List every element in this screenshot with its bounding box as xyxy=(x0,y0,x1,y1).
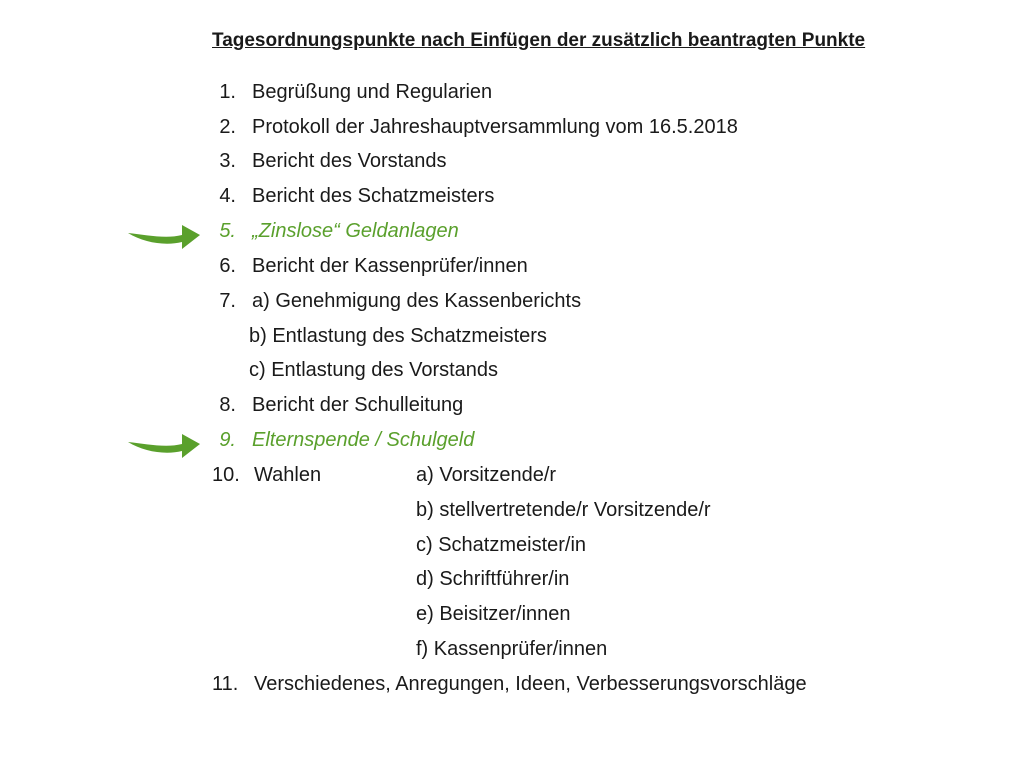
item-text: Bericht der Schulleitung xyxy=(252,394,464,416)
item-number: 9. xyxy=(219,429,236,451)
item-text: Elternspende / Schulgeld xyxy=(252,429,475,451)
item-text: c) Schatzmeister/in xyxy=(416,534,587,556)
page-title: Tagesordnungspunkte nach Einfügen der zusätzlich beantragten Punkte xyxy=(212,30,866,51)
item-label: Wahlen xyxy=(254,464,322,486)
item-text: Begrüßung und Regularien xyxy=(252,81,493,103)
item-text: „Zinslose“ Geldanlagen xyxy=(252,220,459,242)
item-text: f) Kassenprüfer/innen xyxy=(416,638,608,660)
item-number: 5. xyxy=(219,220,236,242)
item-text: Protokoll der Jahreshauptversammlung vom 16.5.2018 xyxy=(252,116,738,138)
arrow-right-icon xyxy=(126,213,202,253)
item-number: 8. xyxy=(219,394,236,416)
item-number: 6. xyxy=(219,255,236,277)
item-number: 10. xyxy=(212,464,240,486)
item-text: e) Beisitzer/innen xyxy=(416,603,571,625)
item-text: Bericht der Kassenprüfer/innen xyxy=(252,255,528,277)
item-text: c) Entlastung des Vorstands xyxy=(249,359,499,381)
item-text: b) stellvertretende/r Vorsitzende/r xyxy=(416,499,711,521)
item-number: 11. xyxy=(212,673,239,695)
arrow-right-icon xyxy=(126,422,202,462)
item-number: 4. xyxy=(219,185,236,207)
item-text: Bericht des Vorstands xyxy=(252,150,447,172)
item-number: 7. xyxy=(219,290,236,312)
item-text: Verschiedenes, Anregungen, Ideen, Verbesserungsvorschläge xyxy=(254,673,807,695)
item-text: a) Genehmigung des Kassenberichts xyxy=(252,290,582,312)
item-text: d) Schriftführer/in xyxy=(416,568,570,590)
item-number: 3. xyxy=(219,150,236,172)
item-number: 2. xyxy=(219,116,236,138)
item-number: 1. xyxy=(219,81,236,103)
item-text: b) Entlastung des Schatzmeisters xyxy=(249,325,547,347)
item-text: a) Vorsitzende/r xyxy=(416,464,557,486)
item-text: Bericht des Schatzmeisters xyxy=(252,185,495,207)
